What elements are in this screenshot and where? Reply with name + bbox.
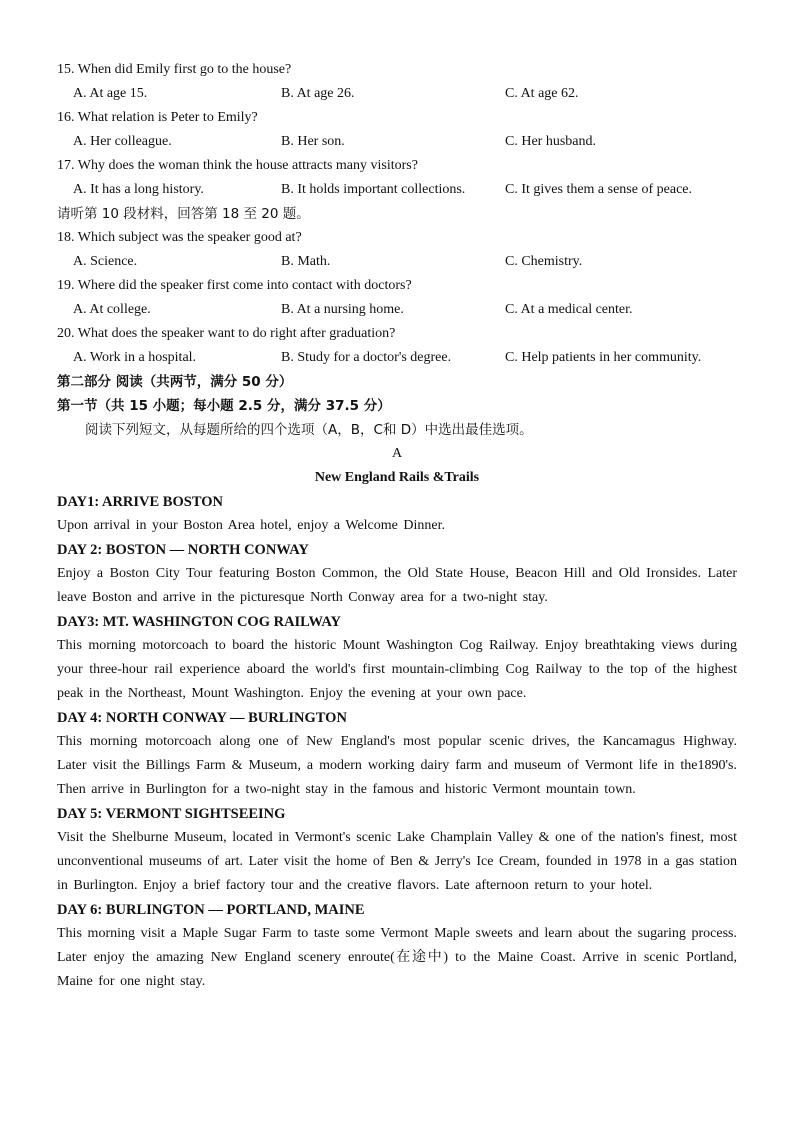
option-c: C. Chemistry. — [505, 254, 583, 269]
day-3 — [57, 610, 737, 706]
day-heading: DAY3: MT. WASHINGTON COG RAILWAY — [57, 614, 342, 630]
question-options — [57, 130, 737, 154]
listening-instruction: 请听第 10 段材料，回答第 18 至 20 题。 — [57, 206, 310, 222]
option-c: C. At a medical center. — [505, 302, 633, 317]
reading-instruction: 阅读下列短文，从每题所给的四个选项（A，B，C和 D）中选出最佳选项。 — [85, 422, 533, 438]
day-text: This morning motorcoach along one of New England's most popular scenic drives, the Kancamagus Highway. Later visit the Billings Farm & Museum, a modern working dairy farm and museum of Vermont life in the1890's. Then arrive in Burlington for a two-night stay in the famous and historic Vermont mountain town. — [57, 734, 737, 797]
option-b: B. It holds important collections. — [281, 182, 466, 197]
day-heading: DAY 6: BURLINGTON — PORTLAND, MAINE — [57, 902, 365, 918]
day-text: Visit the Shelburne Museum, located in Vermont's scenic Lake Champlain Valley & one of the nation's finest, most unconventional museums of art. Later visit the home of Ben & Jerry's Ice Cream, founded in 1978 in a gas station in Burlington. Enjoy a brief factory tour and the creative flavors. Late afternoon return to your hotel. — [57, 830, 737, 893]
day-4 — [57, 706, 737, 802]
question-15 — [57, 58, 737, 106]
question-options — [57, 346, 737, 370]
day-text: This morning visit a Maple Sugar Farm to taste some Vermont Maple sweets and learn about the sugaring process. Later enjoy the amazing New England scenery enroute(在途中) to the Maine Coast. Arrive in scenic Portland, Maine for one night stay. — [57, 926, 737, 989]
question-stem: 18. Which subject was the speaker good at? — [57, 230, 302, 245]
question-stem: 19. Where did the speaker first come into contact with doctors? — [57, 278, 412, 293]
day-heading: DAY 5: VERMONT SIGHTSEEING — [57, 806, 286, 822]
day-heading: DAY 2: BOSTON — NORTH CONWAY — [57, 542, 309, 558]
option-b: B. At a nursing home. — [281, 302, 404, 317]
option-c: C. Help patients in her community. — [505, 350, 702, 365]
question-18 — [57, 226, 737, 274]
day-2 — [57, 538, 737, 610]
day-heading: DAY 4: NORTH CONWAY — BURLINGTON — [57, 710, 347, 726]
option-a: A. Her colleague. — [73, 134, 172, 149]
option-c: C. At age 62. — [505, 86, 579, 101]
question-20 — [57, 322, 737, 370]
passage-title: New England Rails &Trails — [314, 470, 480, 485]
question-17 — [57, 154, 737, 202]
question-options — [57, 178, 737, 202]
option-b: B. At age 26. — [281, 86, 355, 101]
part-title: 第二部分 阅读（共两节，满分 50 分） — [57, 374, 293, 390]
day-6 — [57, 898, 737, 994]
question-stem: 15. When did Emily first go to the house? — [57, 62, 292, 77]
option-b: B. Math. — [281, 254, 331, 269]
question-options — [57, 82, 737, 106]
day-text: Upon arrival in your Boston Area hotel, enjoy a Welcome Dinner. — [57, 518, 445, 533]
option-b: B. Study for a doctor's degree. — [281, 350, 452, 365]
option-a: A. At age 15. — [73, 86, 148, 101]
day-text: This morning motorcoach to board the historic Mount Washington Cog Railway. Enjoy breathtaking views during your three-hour rail experience aboard the world's first mountain-climbing Cog Railway to the top of the highest peak in the Northeast, Mount Washington. Enjoy the evening at your own pace. — [57, 638, 737, 701]
question-19 — [57, 274, 737, 322]
option-b: B. Her son. — [281, 134, 345, 149]
option-c: C. It gives them a sense of peace. — [505, 182, 692, 197]
passage-label: A — [391, 446, 403, 461]
option-a: A. Work in a hospital. — [73, 350, 197, 365]
question-options — [57, 250, 737, 274]
exam-page — [57, 58, 737, 994]
day-5 — [57, 802, 737, 898]
day-1 — [57, 490, 737, 538]
question-options — [57, 298, 737, 322]
section-title: 第一节（共 15 小题；每小题 2.5 分，满分 37.5 分） — [57, 398, 391, 414]
question-16 — [57, 106, 737, 154]
question-stem: 16. What relation is Peter to Emily? — [57, 110, 258, 125]
option-a: A. At college. — [73, 302, 151, 317]
option-a: A. It has a long history. — [73, 182, 204, 197]
question-stem: 20. What does the speaker want to do right after graduation? — [57, 326, 396, 341]
question-stem: 17. Why does the woman think the house attracts many visitors? — [57, 158, 418, 173]
option-c: C. Her husband. — [505, 134, 596, 149]
option-a: A. Science. — [73, 254, 138, 269]
day-heading: DAY1: ARRIVE BOSTON — [57, 494, 223, 510]
day-text: Enjoy a Boston City Tour featuring Boston Common, the Old State House, Beacon Hill and Old Ironsides. Later leave Boston and arrive in the picturesque North Conway area for a two-night stay. — [57, 566, 737, 605]
